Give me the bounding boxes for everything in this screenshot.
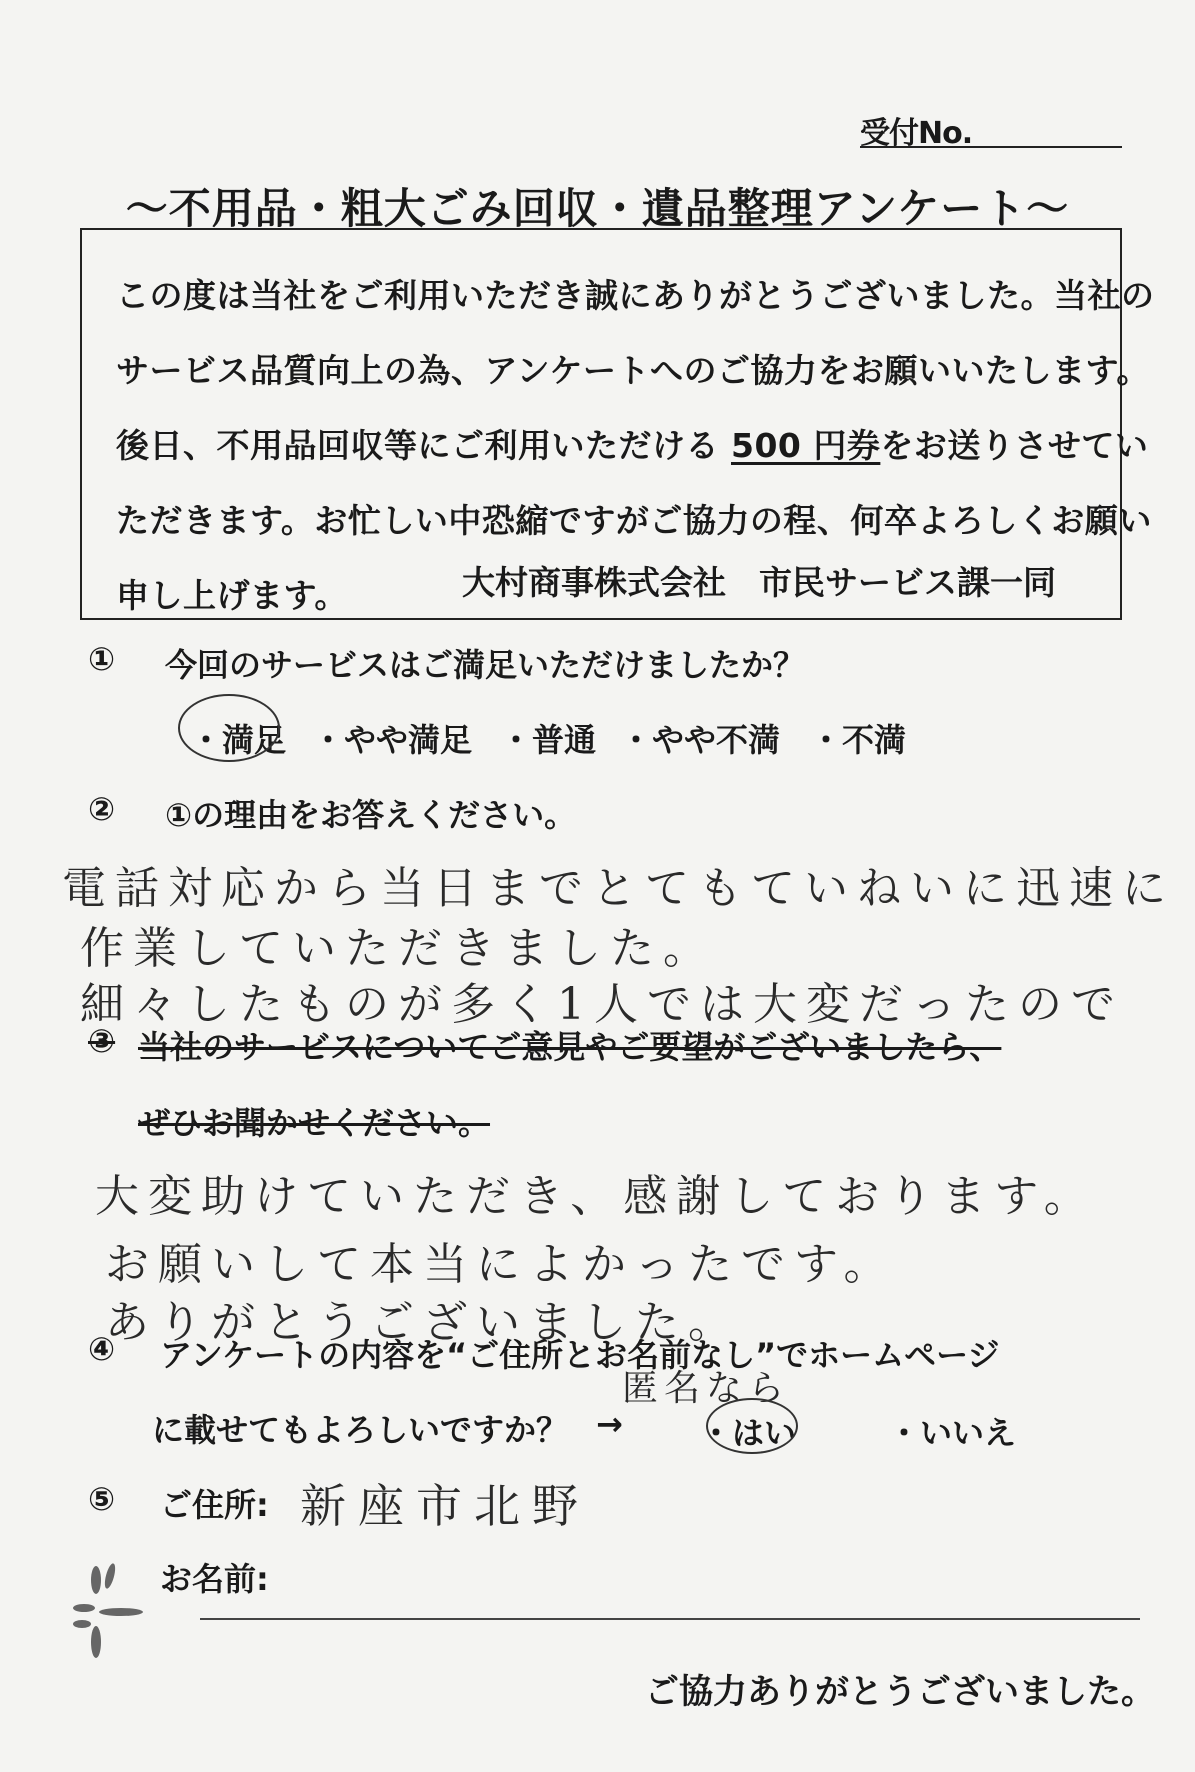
q5-number: ⑤ xyxy=(88,1480,116,1518)
q1-question: 今回のサービスはご満足いただけましたか？ xyxy=(165,646,806,684)
q4-selected-circle xyxy=(706,1398,798,1454)
voucher-amount: 500 円券 xyxy=(731,426,881,465)
q4-option-yes[interactable]: ・はい xyxy=(700,1414,797,1452)
intro-line-3 xyxy=(116,408,1149,483)
flower-doodle-icon xyxy=(66,1560,166,1670)
q2-answer-line-3: 細々したものが多く1人では大変だったので xyxy=(80,979,1124,1030)
intro-line-5: 申し上げます。 xyxy=(116,576,348,615)
name-signature-line xyxy=(200,1618,1140,1620)
address-value: 新座市北野 xyxy=(300,1479,590,1533)
q4-number: ④ xyxy=(88,1330,116,1368)
q1-number: ① xyxy=(88,640,116,678)
intro-line-3-pre: 後日、不用品回収等にご利用いただける xyxy=(116,426,731,465)
q1-selected-circle xyxy=(178,694,280,762)
intro-line-4: ただきます。お忙しい中恐縮ですがご協力の程、何卒よろしくお願い xyxy=(116,501,1152,540)
page-title: ～不用品・粗大ごみ回収・遺品整理アンケート～ xyxy=(125,184,1070,233)
q3-question-line-2: ぜひお聞かせください。 xyxy=(138,1104,491,1142)
q3-answer-line-2: お願いして本当によかったです。 xyxy=(105,1239,897,1290)
q4-arrow: → xyxy=(596,1405,623,1443)
q4-question-line-2: に載せてもよろしいですか？ xyxy=(152,1411,569,1449)
q2-answer-line-2: 作業していただきました。 xyxy=(80,923,716,974)
address-label: ご住所: xyxy=(160,1486,269,1524)
q4-handwritten-note: 匿名なら xyxy=(622,1368,791,1409)
q1-option-average[interactable]: ・普通 xyxy=(500,721,597,759)
receipt-number-label: 受付No. xyxy=(860,116,973,151)
q4-question-line-1: アンケートの内容を“ご住所とお名前なし”でホームページ xyxy=(160,1336,1000,1374)
q3-answer-line-1: 大変助けていただき、感謝しております。 xyxy=(95,1171,1097,1222)
receipt-number-blank xyxy=(860,146,1122,148)
q2-answer-line-1: 電話対応から当日までとてもていねいに迅速に xyxy=(62,863,1175,914)
q1-option-satisfied[interactable]: ・満足 xyxy=(190,721,287,759)
intro-line-1: この度は当社をご利用いただき誠にありがとうございました。当社の xyxy=(116,276,1155,315)
q3-question-line-1: 当社のサービスについてご意見やご要望がございましたら、 xyxy=(138,1028,1002,1066)
closing-thanks: ご協力ありがとうございました。 xyxy=(645,1672,1155,1712)
company-signature: 大村商事株式会社 市民サービス課一同 xyxy=(462,563,1056,602)
q4-option-no[interactable]: ・いいえ xyxy=(888,1414,1017,1452)
q1-option-somewhat-dissatisfied[interactable]: ・やや不満 xyxy=(620,721,781,759)
q3-answer-line-3: ありがとうございました。 xyxy=(105,1297,741,1348)
name-label: お名前: xyxy=(160,1560,269,1598)
intro-box xyxy=(80,228,1155,620)
intro-line-2: サービス品質向上の為、アンケートへのご協力をお願いいたします。 xyxy=(116,351,1150,390)
q2-question: ①の理由をお答えください。 xyxy=(165,796,577,834)
q1-option-dissatisfied[interactable]: ・不満 xyxy=(810,721,907,759)
q3-number: ③ xyxy=(88,1022,116,1060)
q1-option-somewhat-satisfied[interactable]: ・やや満足 xyxy=(312,721,473,759)
intro-line-3-post: をお送りさせてい xyxy=(880,426,1149,465)
q2-number: ② xyxy=(88,790,116,828)
